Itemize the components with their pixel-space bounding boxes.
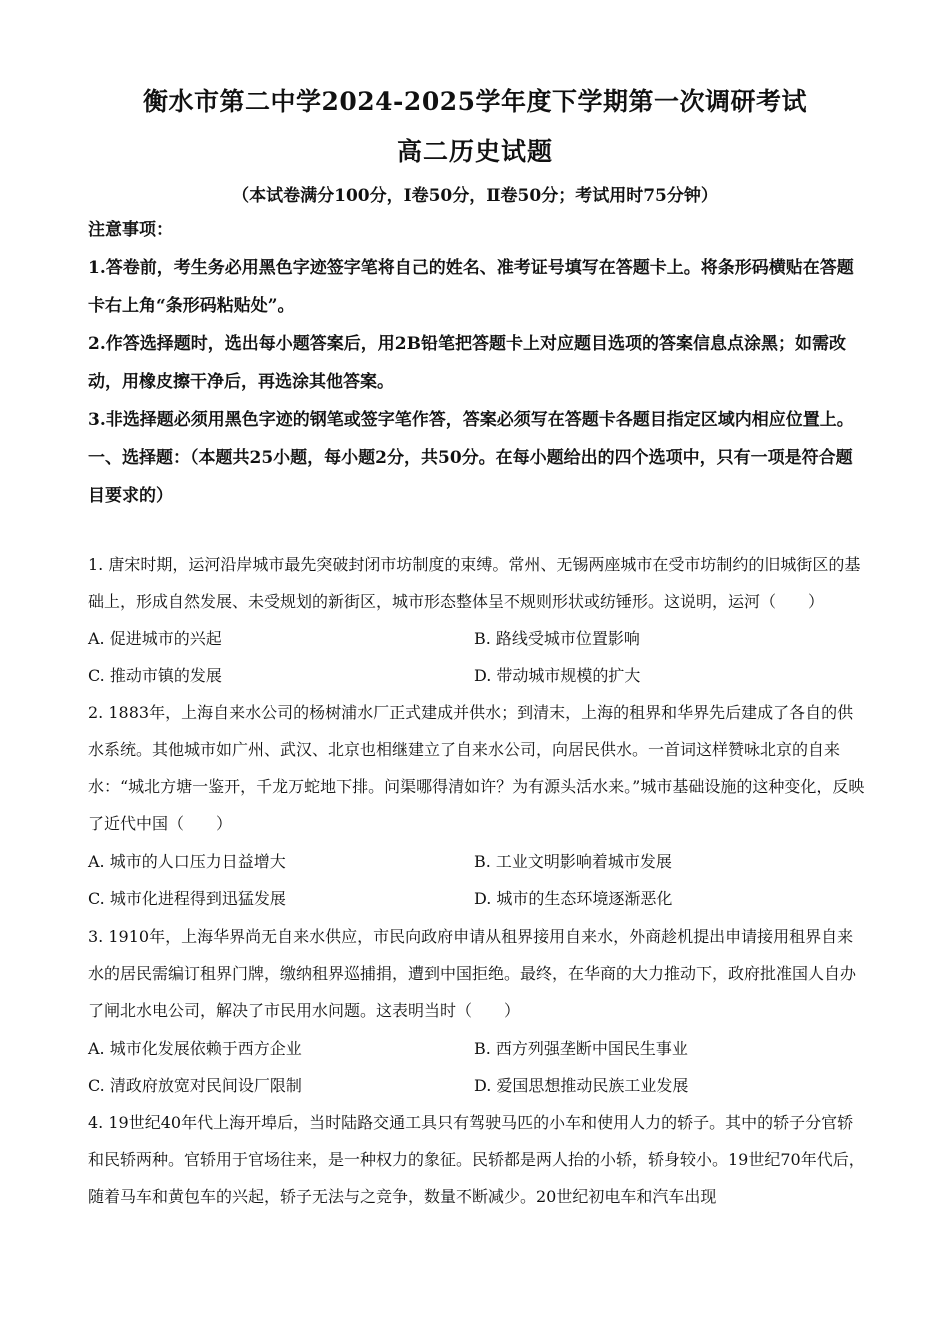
question-1-option-d: D. 带动城市规模的扩大: [474, 666, 641, 685]
question-1-option-a: A. 促进城市的兴起: [88, 629, 222, 648]
question-2-options-row-1: [88, 843, 868, 880]
question-3-stem: 3. 1910年，上海华界尚无自来水供应，市民向政府申请从租界接用自来水，外商趁机提出申请接用租界自来水的居民需编订租界门牌，缴纳租界巡捕捐，遭到中国拒绝。最终，在华商的大力推动下，政府批准国人自办了闸北水电公司，解决了市民用水问题。这表明当时（ ）: [88, 927, 857, 1020]
notes-item-1: 1.答卷前，考生务必用黑色字迹签字笔将自己的姓名、准考证号填写在答题卡上。将条形码横贴在答题卡右上角“条形码粘贴处”。: [88, 258, 854, 316]
question-3-options-row-2: [88, 1067, 868, 1104]
question-1-options-row-2: [88, 657, 868, 694]
question-1-options-row-1: [88, 620, 868, 657]
question-2-option-d: D. 城市的生态环境逐渐恶化: [474, 889, 673, 908]
question-2-options-row-2: [88, 880, 868, 917]
question-3-option-b: B. 西方列强垄断中国民生事业: [474, 1039, 688, 1058]
question-2-option-c: C. 城市化进程得到迅猛发展: [88, 889, 286, 908]
question-3-option-d: D. 爱国思想推动民族工业发展: [474, 1076, 689, 1095]
question-3-option-c: C. 清政府放宽对民间设厂限制: [88, 1076, 302, 1095]
question-1-stem: 1. 唐宋时期，运河沿岸城市最先突破封闭市坊制度的束缚。常州、无锡两座城市在受市坊制约的旧城街区的基础上，形成自然发展、未受规划的新街区，城市形态整体呈不规则形状或纺锤形。这说明，运河（ ）: [88, 555, 861, 611]
question-3-options-row-1: [88, 1030, 868, 1067]
question-4-stem: 4. 19世纪40年代上海开埠后，当时陆路交通工具只有驾驶马匹的小车和使用人力的轿子。其中的轿子分官轿和民轿两种。官轿用于官场往来，是一种权力的象征。民轿都是两人抬的小轿，轿身较小。19世纪70年代后，随着马车和黄包车的兴起，轿子无法与之竞争，数量不断减少。20世纪初电车和汽车出现: [88, 1113, 865, 1206]
notes-item-3: 3.非选择题必须用黑色字迹的钢笔或签字笔作答，答案必须写在答题卡各题目指定区域内相应位置上。: [88, 410, 854, 430]
question-1-option-c: C. 推动市镇的发展: [88, 666, 222, 685]
notes-section: [88, 211, 868, 515]
question-2-option-a: A. 城市的人口压力日益增大: [88, 852, 286, 871]
question-2-stem: 2. 1883年，上海自来水公司的杨树浦水厂正式建成并供水；到清末，上海的租界和华界先后建成了各自的供水系统。其他城市如广州、武汉、北京也相继建立了自来水公司，向居民供水。一首词这样赞咏北京的自来水：“城北方塘一鉴开，千龙万蛇地下排。问渠哪得清如许？为有源头活水来。”城市基础设施的这种变化，反映了近代中国（ ）: [88, 703, 865, 833]
exam-subtitle: （本试卷满分100分，Ⅰ卷50分，Ⅱ卷50分；考试用时75分钟）: [232, 186, 718, 206]
notes-heading: 注意事项：: [88, 220, 173, 240]
exam-title: 衡水市第二中学2024-2025学年度下学期第一次调研考试: [142, 87, 808, 116]
question-2-option-b: B. 工业文明影响着城市发展: [474, 852, 672, 871]
question-3-option-a: A. 城市化发展依赖于西方企业: [88, 1039, 302, 1058]
section1-heading: 一、选择题：（本题共25小题，每小题2分，共50分。在每小题给出的四个选项中，只有一项是符合题目要求的）: [88, 448, 853, 506]
exam-subject: 高二历史试题: [396, 137, 553, 166]
notes-item-2: 2.作答选择题时，选出每小题答案后，用2B铅笔把答题卡上对应题目选项的答案信息点涂黑；如需改动，用橡皮擦干净后，再选涂其他答案。: [88, 334, 846, 392]
question-1-option-b: B. 路线受城市位置影响: [474, 629, 640, 648]
